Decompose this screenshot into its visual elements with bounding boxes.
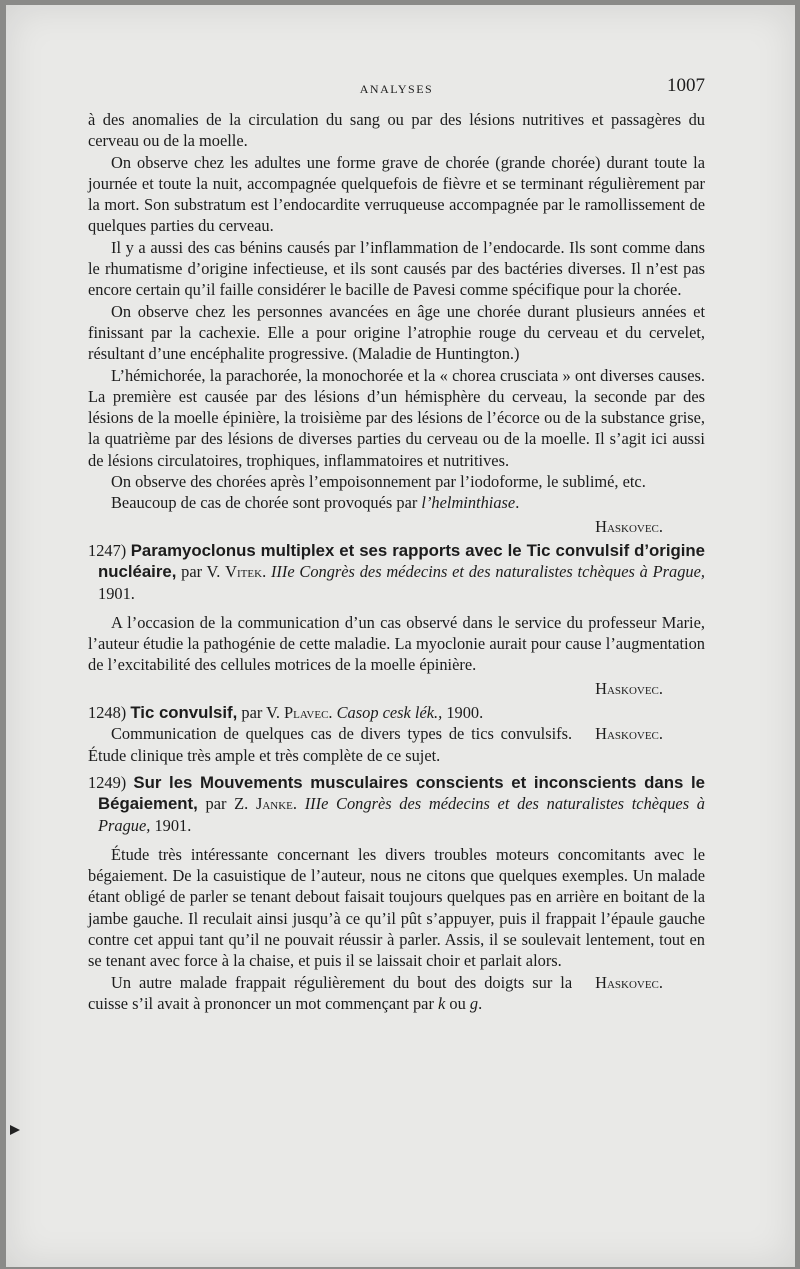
paragraph: On observe chez les personnes avancées en âge une chorée durant plusieurs années et finissant par la cachexie. Elle a pour origine l’atrophie rouge du cerveau et du cervelet, résultant d’une encéphalite progressive. (Maladie de Huntington.) — [88, 301, 705, 364]
entry-year: 1901. — [98, 583, 135, 603]
entry-source: IIIe Congrès des médecins et des naturalistes tchèques à Prague, — [98, 794, 705, 835]
text: . — [262, 562, 271, 582]
paragraph: On observe chez les adultes une forme grave de chorée (grande chorée) durant toute la journée et toute la nuit, accompagnée quelquefois de fièvre et se terminant régulièrement par la mort. Son substratum est l’endocardite verruqueuse accompagnée par le ramollissement de quelques parties du cerveau. — [88, 152, 705, 236]
entry-1249 — [88, 772, 705, 1014]
text: . — [515, 493, 520, 513]
entry-1248 — [88, 702, 705, 766]
page — [6, 5, 795, 1267]
entry-title: Paramyoclonus multiplex et ses rapports avec le Tic convulsif d’origine nucléaire, — [98, 540, 706, 582]
text: par Z. — [197, 794, 256, 814]
signature: Haskovec. — [595, 678, 663, 698]
entry-year: 1901. — [150, 815, 192, 835]
entry-heading — [88, 772, 705, 836]
paragraph: On observe des chorées après l’empoisonnement par l’iodoforme, le sublimé, etc. — [111, 472, 646, 492]
entry-number: 1249) — [88, 772, 127, 792]
text: ou — [445, 993, 470, 1013]
paragraph: à des anomalies de la circulation du sang ou par des lésions nutritives et passagères du cerveau ou de la moelle. — [88, 110, 705, 151]
signature: Haskovec. — [595, 516, 663, 536]
running-head — [88, 75, 705, 101]
letter-g: g — [469, 993, 479, 1013]
entry-body — [88, 972, 705, 1015]
entry-body — [88, 723, 705, 766]
text-italic: l’helminthiase — [421, 493, 516, 513]
running-head-title: ANALYSES — [359, 82, 434, 96]
entry-body: Étude très intéressante concernant les divers troubles moteurs concomitants avec le bégaiement. De la casuistique de l’auteur, nous ne citons que quelques exemples. Un malade étant obligé de parler se tenant debout faisait toujours quelques pas en arrière en boitant de la jambe gauche. Il reculait ainsi jusqu’à ce qu’il pût s’appuyer, puis il frappait l’épaule gauche contre cet appui tant qu’il ne pouvait réussir à parler. Assis, il se soulevait lentement, tout en se tenant avec force à la chaise, et puis il se laissait choir et parlait alors. — [88, 844, 705, 971]
paragraph: L’hémichorée, la parachorée, la monochorée et la « chorea crusciata » ont diverses causes. La première est causée par des lésions d’un hémisphère du cerveau, la seconde par des lésions de la moelle épinière, la troisième par des lésions de l’écorce ou de la substance grise, la quatrième par des lésions de diverses parties du cerveau ou de la moelle. Il s’agit ici aussi de lésions circulatoires, trophiques, inflammatoires et nutritives. — [88, 365, 705, 470]
page-content — [88, 75, 705, 1014]
text: . — [478, 993, 483, 1013]
entry-author: Vitek — [225, 562, 263, 582]
text: . — [292, 794, 305, 814]
letter-k: k — [438, 993, 446, 1013]
entry-author: Janke — [255, 794, 293, 814]
text: par V. — [176, 562, 226, 582]
entry-heading — [88, 540, 705, 604]
entry-body-text: Communication de quelques cas de divers types de tics convulsifs. Étude clinique très ample et très complète de ce sujet. — [88, 724, 573, 765]
entry-number: 1247) — [88, 540, 127, 560]
text: . — [328, 703, 337, 723]
margin-arrow-icon — [10, 1125, 20, 1135]
paragraph: Il y a aussi des cas bénins causés par l’inflammation de l’endocarde. Ils sont comme dans le rhumatisme d’origine infectieuse, et ils sont causés par des bactéries diverses. Il n’est pas encore certain qu’il faille considérer le bacille de Pavesi comme spécifique pour la chorée. — [88, 237, 705, 300]
entry-number: 1248) — [88, 703, 127, 723]
entry-source: IIIe Congrès des médecins et des naturalistes tchèques à Prague, — [270, 562, 706, 582]
page-number: 1007 — [667, 75, 705, 96]
signature: Haskovec. — [595, 972, 663, 992]
entry-year: 1900. — [442, 703, 484, 723]
paragraph — [88, 492, 705, 513]
entry-title: Sur les Mouvements musculaires conscients et inconscients dans le Bégaiement, — [98, 772, 705, 814]
entry-1247 — [88, 540, 705, 699]
entry-body: A l’occasion de la communication d’un cas observé dans le service du professeur Marie, l’auteur étudie la pathogénie de cette maladie. La myoclonie aurait pour cause l’augmentation de l’excitabilité des cellules motrices de la moelle épinière. — [88, 612, 705, 675]
text: Un autre malade frappait régulièrement du bout des doigts sur la cuisse s’il avait à prononcer un mot commençant par — [88, 972, 573, 1013]
text: Beaucoup de cas de chorée sont provoqués par — [111, 493, 422, 513]
signature: Haskovec. — [595, 724, 663, 744]
entry-source: Casop cesk lék., — [336, 703, 443, 723]
entry-heading — [88, 702, 705, 723]
entry-title: Tic convulsif, — [130, 703, 238, 723]
entry-author: Plavec — [284, 703, 329, 723]
text: par V. — [237, 703, 285, 723]
